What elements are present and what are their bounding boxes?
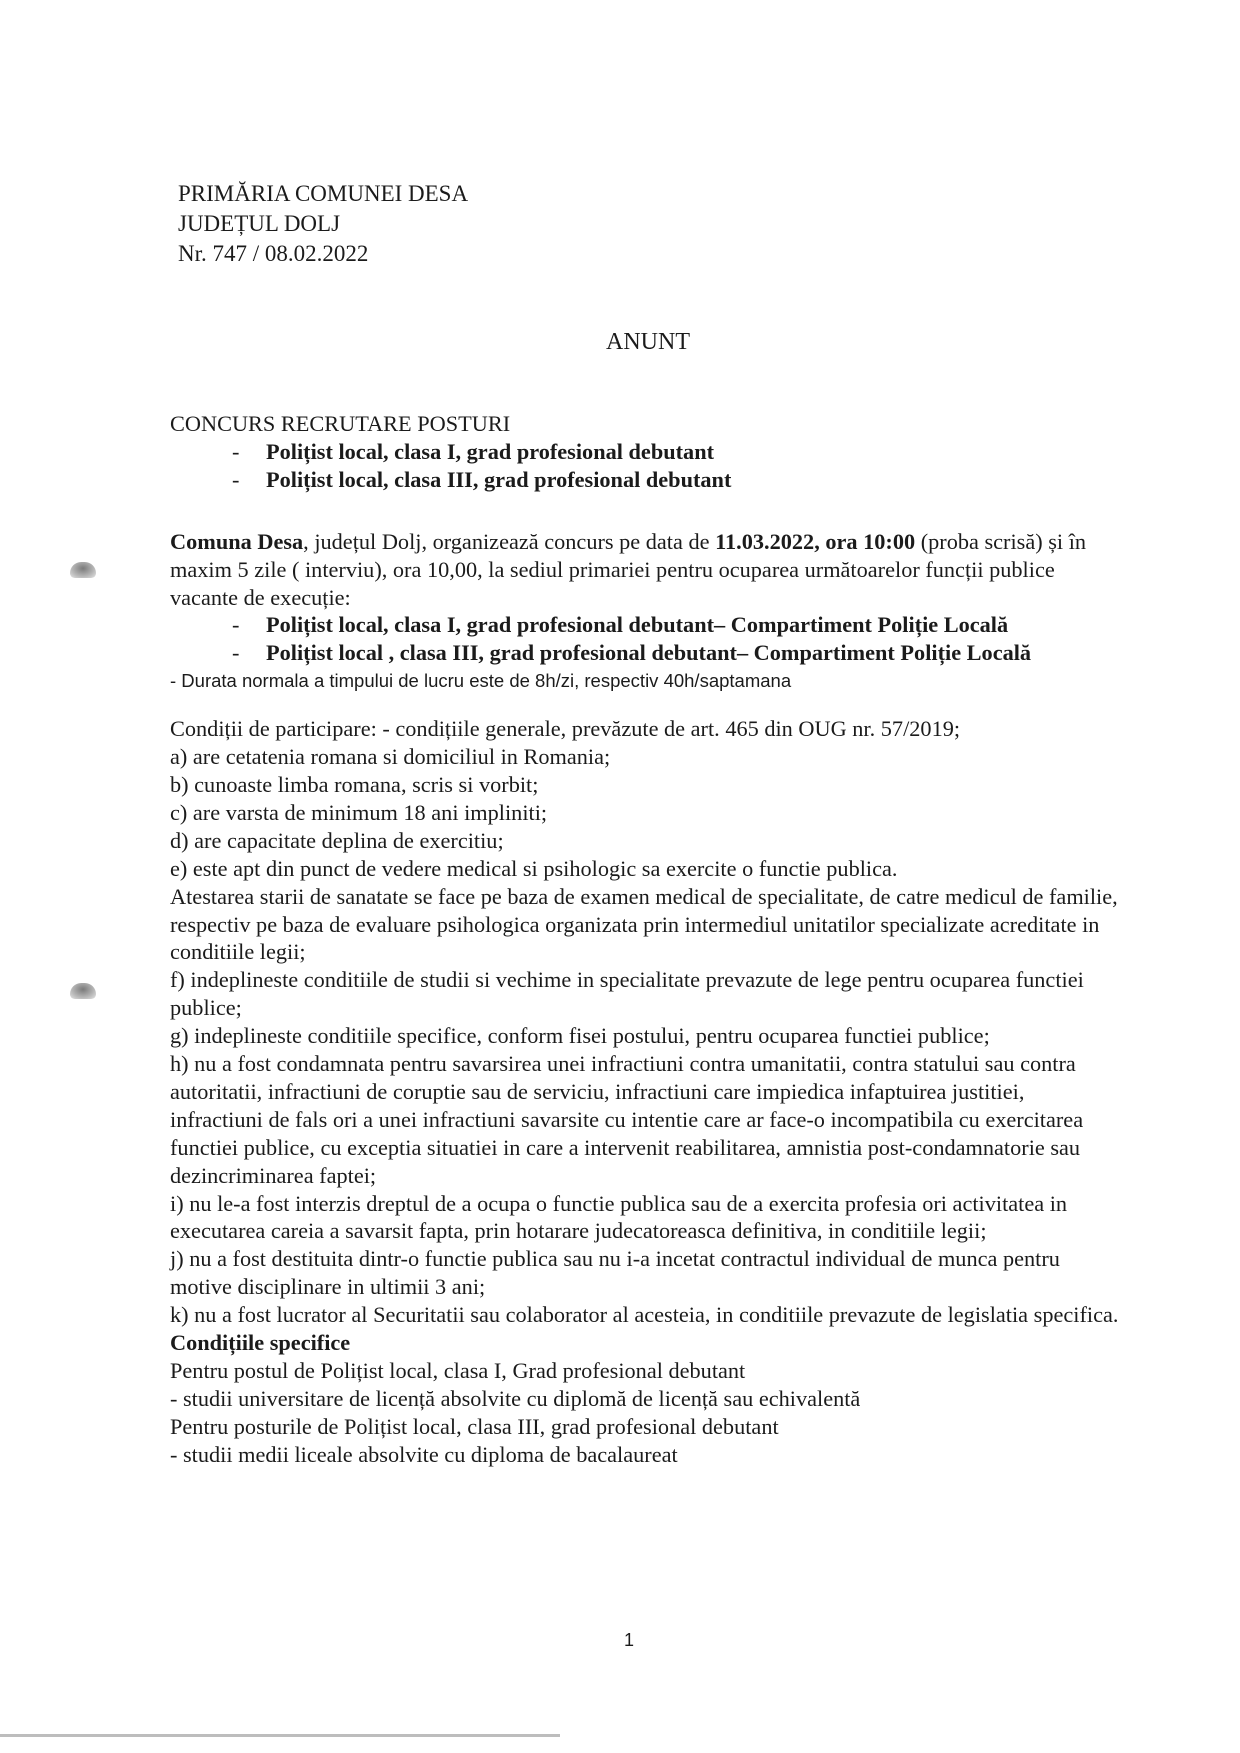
scan-edge-line xyxy=(0,1734,560,1737)
punch-hole-mark xyxy=(70,562,96,578)
specific-condition-line: - studii universitare de licență absolvite cu diplomă de licență sau echivalentă xyxy=(170,1385,861,1411)
organizer-name: Comuna Desa xyxy=(170,528,304,554)
intro-paragraph: Comuna Desa, județul Dolj, organizează concurs pe data de 11.03.2022, ora 10:00 (proba scrisă) și în maxim 5 zile ( interviu), ora 10,00, la sediul primariei pentru ocuparea următoarelor funcții publice vacante de execuție: xyxy=(170,528,1087,610)
condition-item: Atestarea starii de sanatate se face pe baza de examen medical de specialitate, de catre medicul de familie, respectiv pe baza de evaluare psihologica organizata prin intermediul unitatilor specializate acreditate in conditiile legii; xyxy=(170,883,1118,965)
condition-item: d) are capacitate deplina de exercitiu; xyxy=(170,827,504,853)
document-title: ANUNT xyxy=(606,329,690,355)
condition-item: h) nu a fost condamnata pentru savarsirea unei infractiuni contra umanitatii, contra statului sau contra autoritatii, infractiuni de coruptie sau de serviciu, infractiuni care impiedica infaptuirea justitiei, infractiuni de fals ori a unei infractiuni savarsite cu intentie care ar face-o incompatibila cu exercitarea functiei publice, cu exceptia situatiei in care a intervenit reabilitarea, amnistia post-condamnatorie sau dezincriminarea faptei; xyxy=(170,1051,1084,1188)
condition-item: j) nu a fost destituita dintr-o functie publica sau nu i-a incetat contractul individual de munca pentru motive disciplinare in ultimii 3 ani; xyxy=(170,1246,1060,1300)
concurs-post: - Polițist local, clasa III, grad profesional debutant xyxy=(232,466,732,492)
institution-name: PRIMĂRIA COMUNEI DESA xyxy=(178,181,469,206)
condition-item: k) nu a fost lucrator al Securitatii sau colaborator al acesteia, in conditiile prevazute de legislatia specifica. xyxy=(170,1302,1119,1328)
condition-item: e) este apt din punct de vedere medical si psihologic sa exercite o functie publica. xyxy=(170,855,898,881)
conditions-intro: Condiții de participare: - condițiile generale, prevăzute de art. 465 din OUG nr. 57/2019; xyxy=(170,716,961,742)
registration-number: Nr. 747 / 08.02.2022 xyxy=(178,241,369,266)
specific-condition-line: Pentru posturile de Polițist local, clasa III, grad profesional debutant xyxy=(170,1413,779,1439)
concurs-heading: CONCURS RECRUTARE POSTURI xyxy=(170,411,511,436)
condition-item: c) are varsta de minimum 18 ani impliniti; xyxy=(170,799,548,825)
specific-condition-line: Pentru postul de Polițist local, clasa I, Grad profesional debutant xyxy=(170,1358,746,1383)
condition-item: f) indeplineste conditiile de studii si vechime in specialitate prevazute de lege pentru ocuparea functiei publice; xyxy=(170,967,1084,1021)
document-body xyxy=(170,410,1120,1469)
work-hours-note: - Durata normala a timpului de lucru este de 8h/zi, respectiv 40h/saptamana xyxy=(170,670,792,692)
specific-conditions-heading: Condițiile specifice xyxy=(170,1330,351,1356)
concurs-post: - Polițist local, clasa I, grad profesional debutant xyxy=(232,438,715,464)
exam-date: 11.03.2022, ora 10:00 xyxy=(715,528,916,554)
condition-item: a) are cetatenia romana si domiciliul in Romania; xyxy=(170,744,611,770)
condition-item: g) indeplineste conditiile specifice, conform fisei postului, pentru ocuparea functiei publice; xyxy=(170,1023,990,1049)
vacancy-post: - Polițist local , clasa III, grad profesional debutant– Compartiment Poliție Locală xyxy=(232,640,1032,666)
letterhead xyxy=(178,179,468,269)
county-name: JUDEȚUL DOLJ xyxy=(178,211,341,236)
condition-item: i) nu le-a fost interzis dreptul de a ocupa o functie publica sau de a exercita profesia ori activitatea in executarea careia a savarsit fapta, prin hotarare judecatoreasca definitiva, in conditiile legii; xyxy=(170,1190,1068,1244)
vacancy-post: - Polițist local, clasa I, grad profesional debutant– Compartiment Poliție Locală xyxy=(232,612,1009,638)
page-number: 1 xyxy=(624,1630,635,1650)
specific-condition-line: - studii medii liceale absolvite cu diploma de bacalaureat xyxy=(170,1441,678,1467)
condition-item: b) cunoaste limba romana, scris si vorbit; xyxy=(170,771,539,797)
punch-hole-mark xyxy=(70,983,96,999)
